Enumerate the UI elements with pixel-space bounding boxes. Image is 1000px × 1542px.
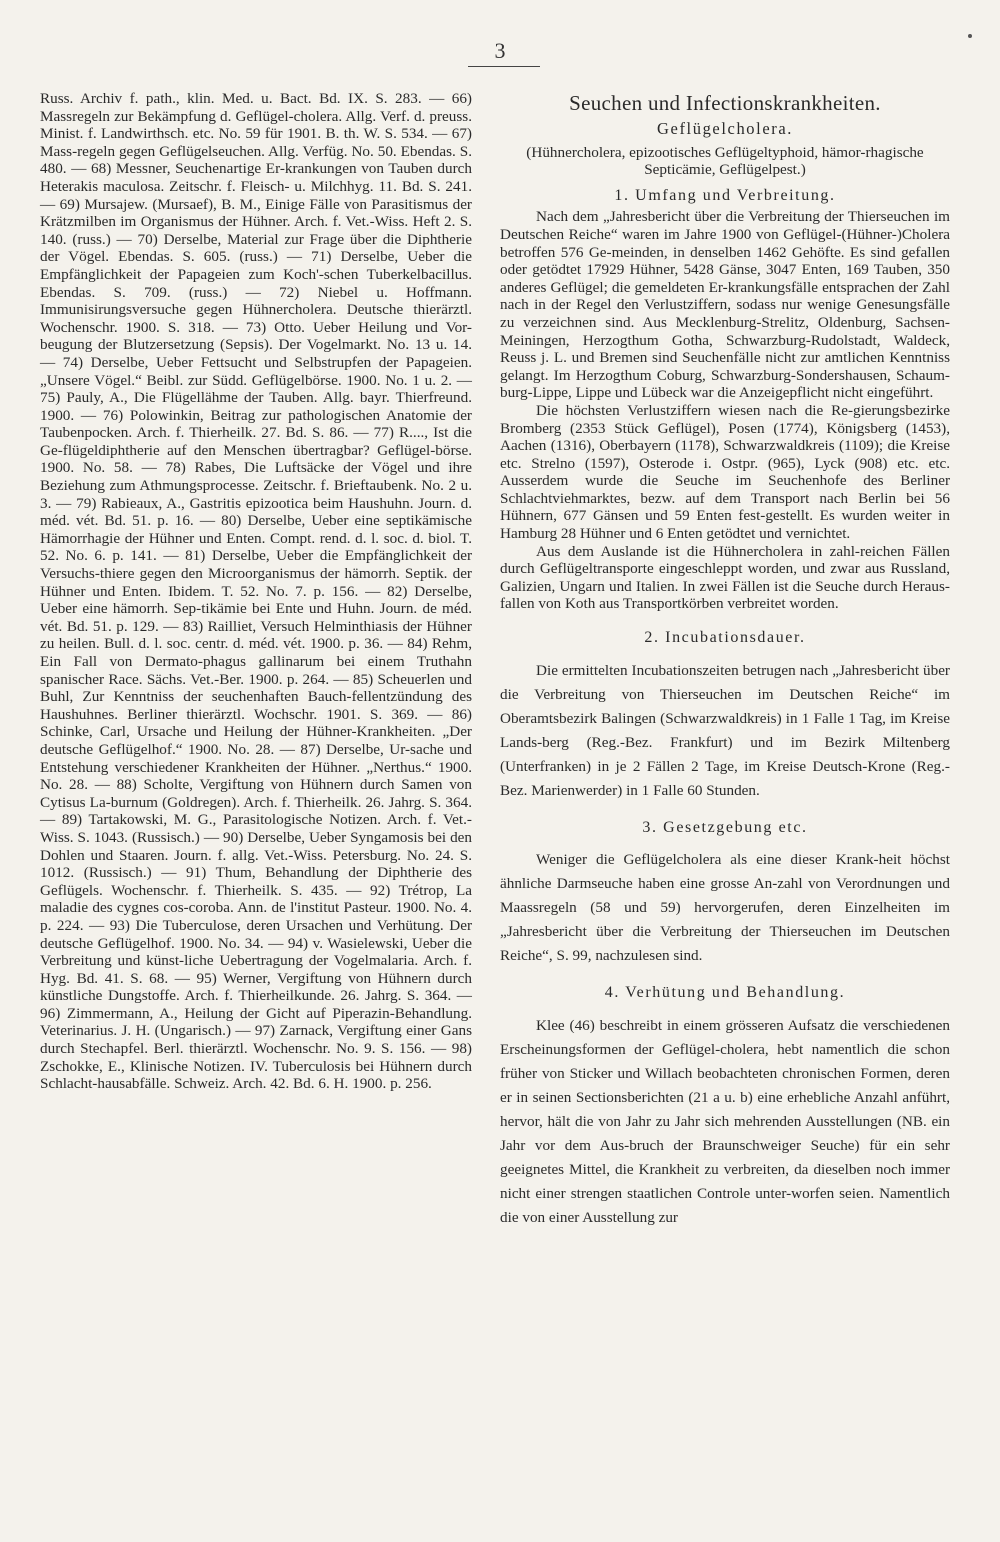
corner-speck: [968, 34, 972, 38]
disease-synonyms: (Hühnercholera, epizootisches Geflügeltyphoid, hämor-rhagische Septicämie, Geflügelpest.): [526, 143, 924, 179]
paragraph: Aus dem Auslande ist die Hühnercholera in zahl-reichen Fällen durch Geflügeltransporte eingeschleppt worden, und zwar aus Russland, Galizien, Ungarn und Italien. In zwei Fällen ist die Seuche durch Heraus-fallen von Koth aus Transportkörben verbreitet worden.: [500, 542, 950, 613]
bibliography-column: [40, 90, 472, 1093]
section-heading-3: 3. Gesetzgebung etc.: [642, 818, 808, 836]
bibliography-text: Russ. Archiv f. path., klin. Med. u. Bact. Bd. IX. S. 283. — 66) Massregeln zur Bekämpfung d. Geflügel-cholera. Allg. Verf. d. preuss. Minist. f. Landwirthsch. etc. No. 59 für 1901. B. th. W. S. 534. — 67) Mass-regeln gegen Geflügelseuchen. Allg. Verfüg. No. 50. Ebendas. S. 480. — 68) Messner, Seuchenartige Er-krankungen von Tauben durch Heterakis maculosa. Zeitschr. f. Fleisch- u. Milchhyg. 11. Bd. S. 241. — 69) Mursajew. (Mursaef), B. M., Einige Fälle von Parasitismus der Krätzmilben im Organismus der Hühner. Arch. f. Vet.-Wiss. Heft 2. S. 140. (russ.) — 70) Derselbe, Material zur Frage über die Diphtherie der Vögel. Ebendas. S. 605. (russ.) — 71) Derselbe, Ueber die Empfänglichkeit der Papageien zum Koch'-schen Tuberkelbacillus. Ebendas. S. 709. (russ.) — 72) Niebel u. Hoffmann. Immunisirungsversuche gegen Hühnercholera. Deutsche thierärztl. Wochenschr. 1900. S. 318. — 73) Otto. Ueber Heilung und Vor-beugung der Blutzersetzung (Sepsis). Der Vogelmarkt. No. 13 u. 14. — 74) Derselbe, Ueber Fettsucht und Selbstrupfen der Papageien. „Unsere Vögel.“ Beibl. zur Südd. Geflügelbörse. 1900. No. 1 u. 2. — 75) Pauly, A., Die Flügellähme der Tauben. Allg. bayr. Thierfreund. 1900. — 76) Polowinkin, Beitrag zur pathologischen Anatomie der Taubenpocken. Arch. f. Thierheilk. 27. Bd. S. 86. — 77) R...., Ist die Ge-flügeldiphtherie auf den Menschen übertragbar? Geflügel-börse. 1900. No. 58. — 78) Rabes, Die Luftsäcke der Vögel und ihre Beziehung zum Athmungsprocesse. Zeitschr. f. Brieftaubenk. No. 2 u. 3. — 79) Rabieaux, A., Gastritis epizootica beim Haushuhn. Journ. d. méd. vét. Bd. 51. p. 16. — 80) Derselbe, Ueber eine septikämische Hämorrhagie der Hühner und Enten. Compt. rend. d. l. soc. d. biol. T. 52. No. 6. p. 141. — 81) Derselbe, Ueber die Empfänglichkeit der Versuchs-thiere gegen den Microorganismus der hämorrh. Septik. der Hühner und Enten. Ibidem. T. 52. No. 7. p. 156. — 82) Derselbe, Ueber eine hämorrh. Sep-tikämie bei Ente und Huhn. Journ. de méd. vét. Bd. 51. p. 129. — 83) Railliet, Versuch Helminthiasis der Hühner zu heilen. Bull. d. l. soc. centr. d. méd. vét. 1900. p. 36. — 84) Rehm, Ein Fall von Dermato-phagus gallinarum bei einem Truthahn spanischer Race. Sächs. Vet.-Ber. 1900. p. 264. — 85) Scheuerlen und Buhl, Zur Kenntniss der seuchenhaften Bauch-fellentzündung des Haushuhnes. Berliner thierärztl. Wochschr. 1901. S. 369. — 86) Schinke, Carl, Ursache und Heilung der Hühner-Krankheiten. „Der deutsche Geflügelhof.“ 1900. No. 28. — 87) Derselbe, Ur-sache und Entstehung verschiedener Krankheiten der Hühner. „Nerthus.“ 1900. No. 28. — 88) Scholte, Vergiftung von Hühnern durch Samen von Cytisus La-burnum (Goldregen). Arch. f. Thierheilk. 26. Jahrg. S. 364. — 89) Tartakowski, M. G., Parasitologische Notizen. Arch. f. Vet.-Wiss. S. 1043. (Russisch.) — 90) Derselbe, Ueber Syngamosis bei den Dohlen und Staaren. Journ. f. allg. Vet.-Wiss. Petersburg. No. 24. S. 1012. (Russisch.) — 91) Thum, Behandlung der Diphtherie des Geflügels. Wochenschr. f. Thierheilk. S. 435. — 92) Trétrop, La maladie des cygnes cos-coroba. Ann. de l'institut Pasteur. 1900. No. 4. p. 224. — 93) Die Tuberculose, deren Ursachen und Verhütung. Der deutsche Geflügelhof. 1900. No. 34. — 94) v. Wasielewski, Ueber die Verbreitung und künst-liche Uebertragung der Vogelmalaria. Arch. f. Hyg. Bd. 41. S. 68. — 95) Werner, Vergiftung von Hühnern durch künstliche Dungstoffe. Arch. f. Thierheilkunde. 26. Jahrg. S. 364. — 96) Zimmermann, A., Heilung der Gicht auf Piperazin-Behandlung. Veterinarius. J. H. (Ungarisch.) — 97) Zarnack, Vergiftung einer Gans durch Stechapfel. Berl. thierärztl. Wochenschr. No. 9. S. 156. — 98) Zschokke, E., Klinische Notizen. IV. Tuberculosis bei Hühnern durch Schlacht-hausabfälle. Schweiz. Arch. 42. Bd. 6. H. 1900. p. 256.: [40, 90, 472, 1093]
section-heading-1: 1. Umfang und Verbreitung.: [614, 186, 836, 204]
paragraph: Die höchsten Verlustziffern wiesen nach die Re-gierungsbezirke Bromberg (2353 Stück Geflügel), Posen (1774), Königsberg (1453), Aachen (1316), Oberbayern (1178), Schwarzwaldkreis (1109); die Kreise etc. Strelno (1597), Osterode i. Ostpr. (965), Lyck (908) etc. etc. Ausserdem wurde die Seuche im Seuchenhofe des Berliner Schlachtviehmarktes, bezw. auf dem Transport nach Berlin bei 56 Hühnern, 677 Gänsen und 59 Enten fest-gestellt. Es wurden weiter in Hamburg 28 Hühner und 6 Enten getödtet und vernichtet.: [500, 401, 950, 543]
header-rule: [468, 66, 540, 67]
paragraph: Nach dem „Jahresbericht über die Verbreitung der Thierseuchen im Deutschen Reiche“ waren im Jahre 1900 von Geflügel-(Hühner-)Cholera betroffen 576 Ge-meinden, in denselben 1462 Gehöfte. Es sind gefallen oder getödtet 17929 Hühner, 5428 Gänse, 3047 Enten, 169 Tauben, 350 anderes Geflügel; die gemeldeten Er-krankungsfälle entsprachen der Zahl nach in der Regel den Verlustziffern, sodass nur wenige Genesungsfälle zu verzeichnen sind. Aus Mecklenburg-Strelitz, Oldenburg, Sachsen-Meiningen, Herzogthum Gotha, Schwarzburg-Rudolstadt, Waldeck, Reuss j. L. und Bremen sind Seuchenfälle nicht zur amtlichen Kenntniss gelangt. Im Herzogthum Coburg, Schwarzburg-Sondershausen, Schaum-burg-Lippe, Lippe und Lübeck war die Anzeigepflicht nicht eingeführt.: [500, 208, 950, 402]
section-heading-4: 4. Verhütung und Behandlung.: [604, 984, 846, 1002]
paragraph: Klee (46) beschreibt in einem grösseren Aufsatz die verschiedenen Erscheinungsformen der Geflügel-cholera, hebt namentlich die schon früher von Sticker und Willach beobachteten chronischen Formen, deren er in seinen Sectionsberichten (21 a u. b) eine erhebliche Anzahl anführt, hervor, hält die von Jahr zu Jahr sich mehrenden Ausstellungen (NB. ein Jahr vor dem Aus-bruch der Braunschweiger Seuche) für ein sehr geeignetes Mittel, die Krankheit zu verbreiten, da dieselben noch immer nicht einer strengen staatlichen Controle unter-worfen seien. Namentlich die von einer Ausstellung zur: [500, 1016, 950, 1226]
paragraph: Die ermittelten Incubationszeiten betrugen nach „Jahresbericht über die Verbreitung von Thierseuchen im Deutschen Reiche“ im Oberamtsbezirk Balingen (Schwarzwaldkreis) in 1 Falle 1 Tag, im Kreise Lands-berg (Reg.-Bez. Frankfurt) und im Bezirk Miltenberg (Unterfranken) in je 2 Fällen 2 Tage, im Kreise Deutsch-Krone (Reg.-Bez. Marienwerder) in 1 Falle 60 Stunden.: [500, 661, 950, 799]
paragraph: Weniger die Geflügelcholera als eine dieser Krank-heit höchst ähnliche Darmseuche haben eine grosse An-zahl von Verordnungen und Maassregeln (58 und 59) hervorgerufen, deren Einzelheiten im „Jahresbericht über die Verbreitung der Thierseuchen im Deutschen Reiche“, S. 99, nachzulesen sind.: [500, 851, 950, 965]
article-column: [500, 90, 950, 1230]
chapter-title: Seuchen und Infectionskrankheiten.: [569, 91, 881, 115]
section-heading-2: 2. Incubationsdauer.: [644, 629, 806, 647]
disease-title: Geflügelcholera.: [657, 119, 793, 138]
page-number: 3: [494, 38, 506, 63]
